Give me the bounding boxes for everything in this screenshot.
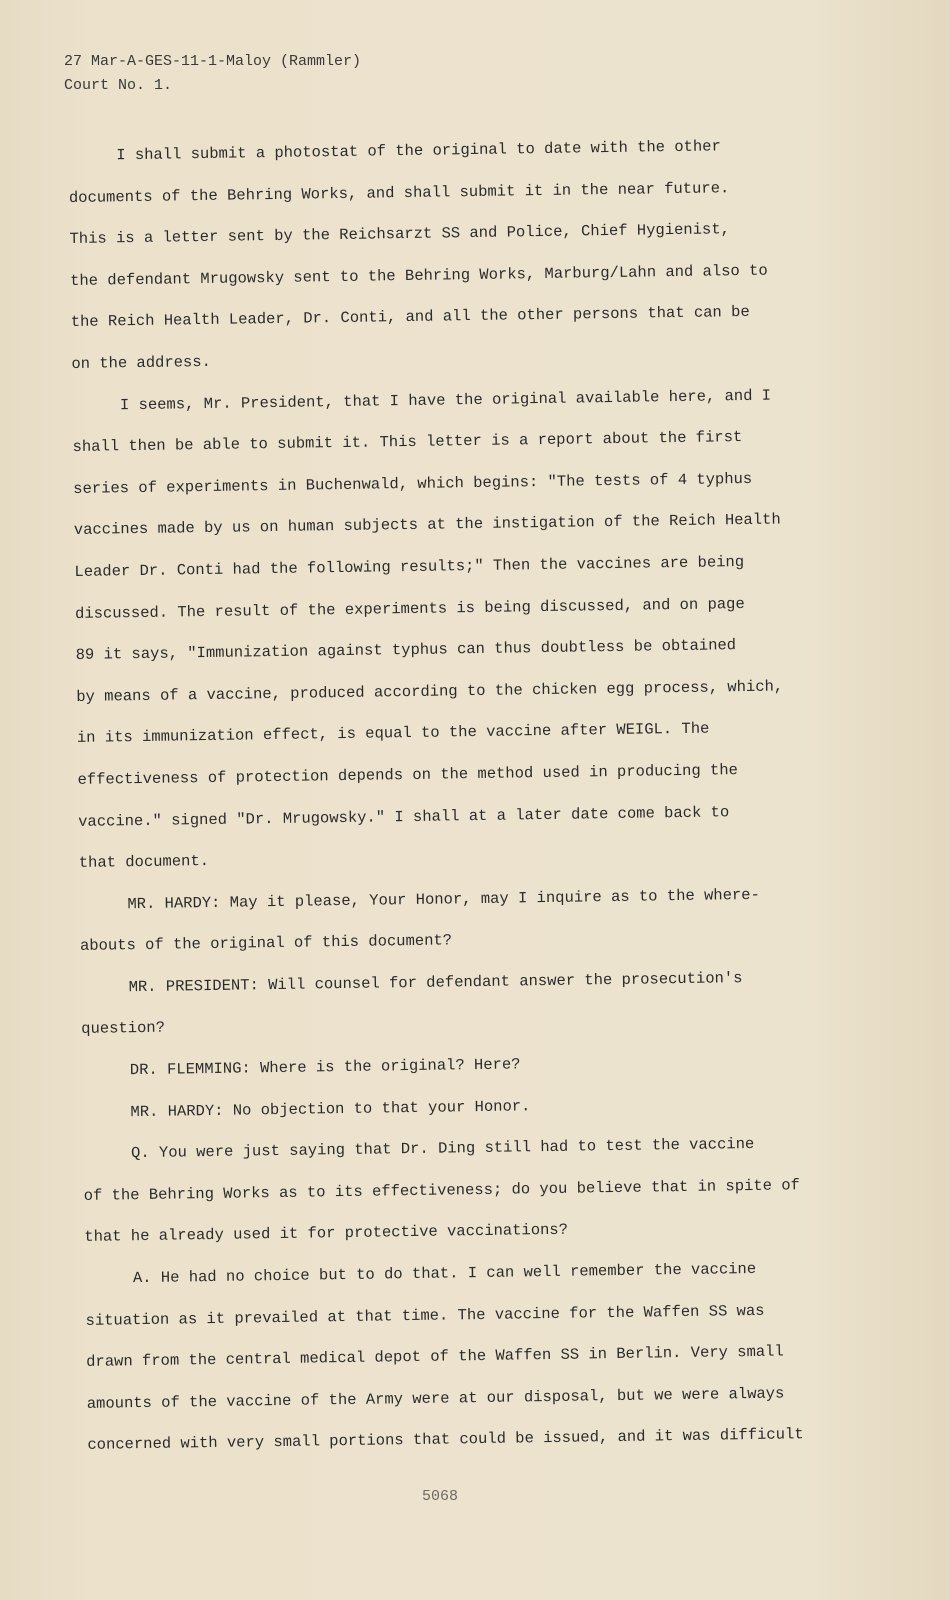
page-number: 5068 (422, 1488, 459, 1505)
transcript-line: situation as it prevailed at that time. The vaccine for the Waffen SS was (85, 1301, 765, 1330)
transcript-paragraph (80, 956, 881, 1051)
transcript-line: by means of a vaccine, produced according to the chicken egg process, which, (76, 677, 784, 706)
transcript-line: the defendant Mrugowsky sent to the Behring Works, Marburg/Lahn and also to (70, 261, 768, 290)
transcript-paragraph (83, 1122, 885, 1259)
transcript-line: in its immunization effect, is equal to the vaccine after WEIGL. The (76, 719, 710, 748)
transcript-paragraph (85, 1247, 888, 1467)
transcript-line: I shall submit a photostat of the original to date with the other (116, 137, 721, 165)
transcript-line: This is a letter sent by the Reichsarzt SS and Police, Chief Hygienist, (69, 220, 731, 249)
document-header (64, 50, 361, 98)
transcript-line: series of experiments in Buchenwald, which begins: "The tests of 4 typhus (73, 469, 753, 498)
transcript-line: that he already used it for protective vaccinations? (84, 1221, 569, 1247)
transcript-line: DR. FLEMMING: Where is the original? Here? (129, 1055, 521, 1080)
transcript-line: A. He had no choice but to do that. I can well remember the vaccine (132, 1259, 757, 1288)
transcript-body (68, 124, 888, 1467)
transcript-line: 89 it says, "Immunization against typhus can thus doubtless be obtained (75, 636, 737, 665)
transcript-line: MR. PRESIDENT: Will counsel for defendant answer the prosecution's (128, 968, 743, 997)
transcript-paragraph (72, 374, 879, 885)
transcript-line: vaccine." signed "Dr. Mrugowsky." I shall at a later date come back to (78, 802, 730, 831)
transcript-line: drawn from the central medical depot of the Waffen SS in Berlin. Very small (86, 1342, 784, 1372)
transcript-line: of the Behring Works as to its effectiveness; do you believe that in spite of (83, 1176, 800, 1205)
transcript-line: vaccines made by us on human subjects at the instigation of the Reich Health (73, 510, 781, 540)
transcript-line: effectiveness of protection depends on the method used in producing the (77, 761, 739, 789)
header-court-number: Court No. 1. (64, 77, 173, 94)
transcript-paragraph (68, 124, 872, 385)
transcript-line: MR. HARDY: No objection to that your Honor. (130, 1096, 531, 1121)
transcript-line: abouts of the original of this document? (79, 931, 453, 956)
transcript-line: MR. HARDY: May it please, Your Honor, may I inquire as to the where- (127, 885, 760, 913)
transcript-line: on the address. (71, 352, 212, 373)
transcript-line: the Reich Health Leader, Dr. Conti, and all the other persons that can be (70, 303, 750, 332)
transcript-line: amounts of the vaccine of the Army were at our disposal, but we were always (86, 1384, 785, 1413)
header-file-reference: 27 Mar-A-GES-11-1-Maloy (Rammler) (64, 53, 362, 70)
transcript-line: documents of the Behring Works, and shall submit it in the near future. (68, 178, 730, 207)
transcript-line: Leader Dr. Conti had the following results;" Then the vaccines are being (74, 552, 745, 581)
transcript-paragraph (79, 873, 880, 968)
transcript-line: discussed. The result of the experiments is being discussed, and on page (74, 594, 745, 623)
transcript-line: Q. You were just saying that Dr. Ding still had to test the vaccine (130, 1135, 755, 1163)
transcript-line: question? (81, 1019, 166, 1039)
transcript-line: that document. (78, 852, 210, 873)
transcript-line: shall then be able to submit it. This letter is a report about the first (72, 428, 743, 457)
transcript-line: concerned with very small portions that could be issued, and it was difficult (87, 1425, 804, 1455)
transcript-line: I seems, Mr. President, that I have the original available here, and I (119, 386, 772, 414)
